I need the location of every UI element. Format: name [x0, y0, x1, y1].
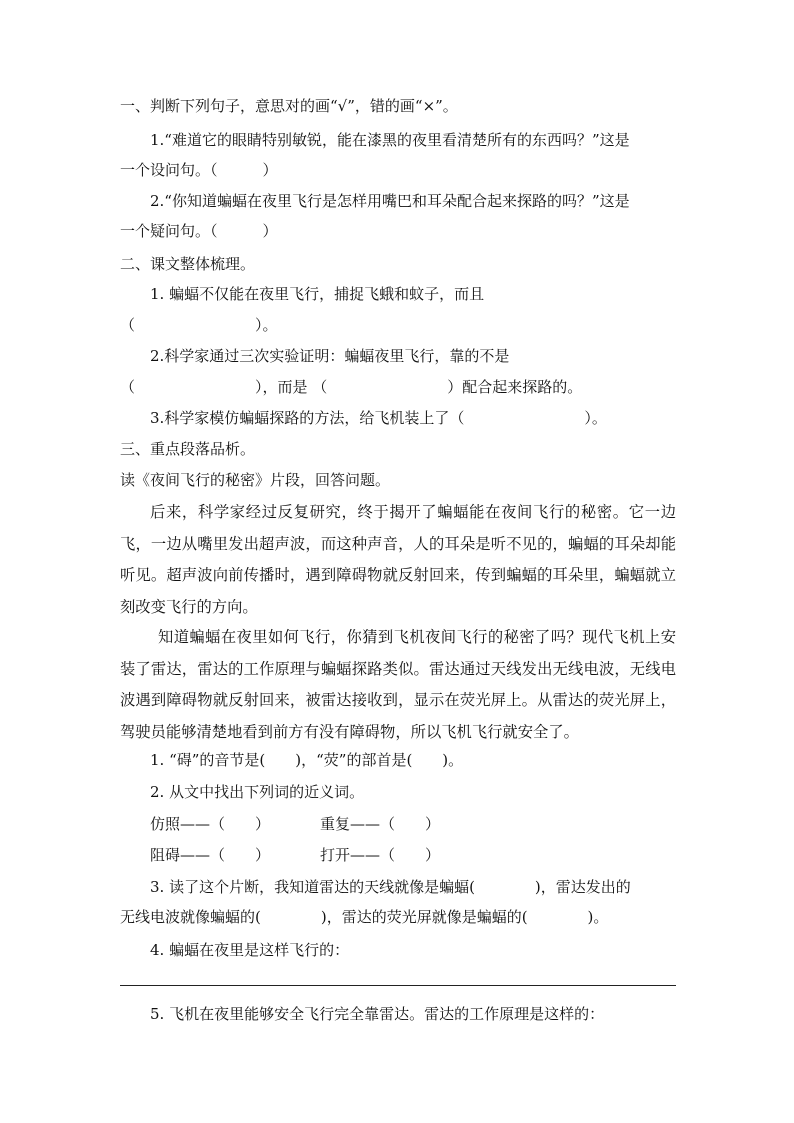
s3-q5: 5. 飞机在夜里能够安全飞行完全靠雷达。雷达的工作原理是这样的：	[150, 1005, 605, 1023]
s3-q3-line2: 无线电波就像蝙蝠的( )，雷达的荧光屏就像是蝙蝠的( )。	[120, 908, 609, 926]
s3-q2: 2. 从文中找出下列词的近义词。	[150, 783, 365, 801]
s1-q1-line2: 一个设问句。（ ）	[120, 161, 278, 179]
passage-paragraph-1: 后来，科学家经过反复研究，终于揭开了蝙蝠能在夜间飞行的秘密。它一边飞，一边从嘴里发出超声波，而这种声音，人的耳朵是听不见的，蝙蝠的耳朵却能听见。超声波向前传播时，遇到障碍物就反射回来，传到蝙蝠的耳朵里，蝙蝠就立刻改变飞行的方向。	[120, 503, 676, 616]
section1-title: 一、判断下列句子，意思对的画“√”，错的画“×”。	[120, 97, 458, 115]
s2-q3-line1: 3.科学家模仿蝙蝠探路的方法，给飞机装上了（ ）。	[150, 409, 607, 427]
synonym-zuai: 阻碍——（ ）	[150, 846, 271, 864]
s3-intro: 读《夜间飞行的秘密》片段，回答问题。	[120, 471, 391, 489]
answer-line	[120, 985, 676, 986]
synonym-chongfu: 重复——（ ）	[320, 815, 441, 833]
s2-q2-line1: 2.科学家通过三次实验证明：蝙蝠夜里飞行，靠的不是	[150, 347, 510, 365]
synonym-fangzhao: 仿照——（ ）	[150, 815, 271, 833]
section3-title: 三、重点段落品析。	[120, 440, 256, 458]
s3-q1: 1. “碍”的音节是( )，“荧”的部首是( )。	[150, 751, 464, 769]
section2-title: 二、课文整体梳理。	[120, 255, 256, 273]
s2-q2-line2: （ ），而是 （ ）配合起来探路的。	[120, 378, 583, 396]
s2-q1-line2: （ ）。	[120, 316, 278, 334]
passage-paragraph-2: 知道蝙蝠在夜里如何飞行，你猜到飞机夜间飞行的秘密了吗？现代飞机上安装了雷达，雷达的工作原理与蝙蝠探路类似。雷达通过天线发出无线电波，无线电波遇到障碍物就反射回来，被雷达接收到，显示在荧光屏上。从雷达的荧光屏上，驾驶员能够清楚地看到前方有没有障碍物，所以飞机飞行就安全了。	[120, 628, 676, 741]
s1-q2-line1: 2.“你知道蝙蝠在夜里飞行是怎样用嘴巴和耳朵配合起来探路的吗？”这是	[150, 192, 630, 210]
s3-q4: 4. 蝙蝠在夜里是这样飞行的：	[150, 941, 350, 959]
s3-q3-line1: 3. 读了这个片断，我知道雷达的天线就像是蝙蝠( )，雷达发出的	[150, 878, 631, 896]
s1-q1-line1: 1.“难道它的眼睛特别敏锐，能在漆黑的夜里看清楚所有的东西吗？”这是	[150, 131, 630, 149]
s1-q2-line2: 一个疑问句。（ ）	[120, 222, 278, 240]
synonym-dakai: 打开——（ ）	[320, 846, 441, 864]
s2-q1-line1: 1. 蝙蝠不仅能在夜里飞行，捕捉飞蛾和蚊子，而且	[150, 285, 485, 303]
